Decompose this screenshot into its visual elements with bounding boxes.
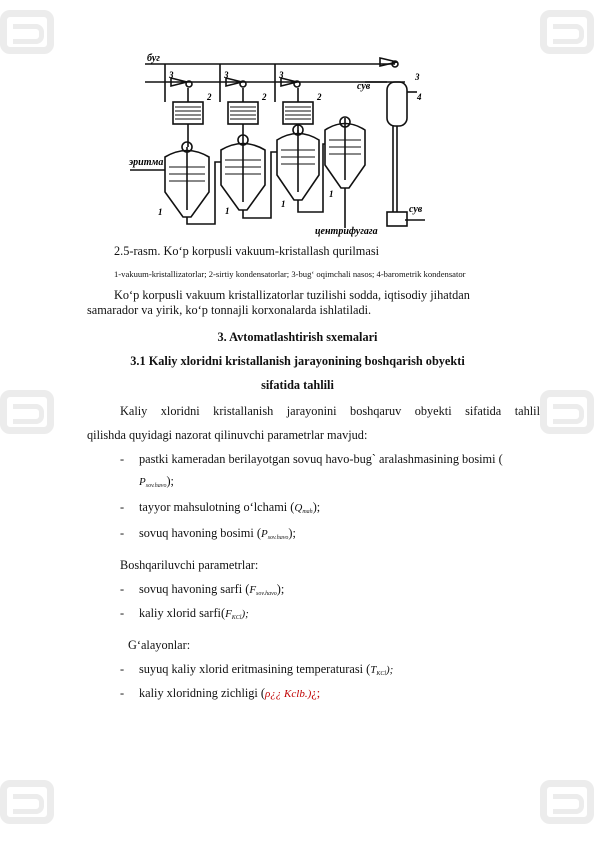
list-dash: - [120,500,125,514]
water-in-label: сув [357,81,371,92]
label-2: 2 [207,92,212,102]
figure-caption: 2.5-rasm. Ko‘p korpusli vakuum-kristallash qurilmasi [114,244,380,258]
paragraph-line-1: Kaliy xloridni kristallanish jarayonini boshqaruv obyekti sifatida tahlil [120,404,540,418]
list-dash: - [120,686,125,700]
label-3: 3 [169,70,174,80]
label-1: 1 [158,207,163,217]
list-item: sovuq havoning sarfi $(F_{sov.havo})$; [139,582,285,597]
list-dash: - [120,606,125,620]
list-dash: - [120,662,125,676]
watermark-shape [0,390,54,434]
subsection-heading-cont: sifatida tahlili [261,378,334,392]
paragraph-line-2: qilishda quyidagi nazorat qilinuvchi parametrlar mavjud: [87,428,368,442]
list-item: tayyor mahsulotning o‘lchami $(Q_{mah})$; [139,500,321,515]
list-item-cont: $P_{sov.havo}$); [139,474,174,489]
solution-label: эритма [129,157,164,168]
list-item: kaliy xloridning zichligi (ρ¿¿ Kclb.)¿; [139,686,321,700]
steam-label: буг [147,53,160,64]
intro-line-2: samarador va yirik, ko‘p tonnajli korxonalarda ishlatiladi. [87,303,372,317]
list-dash: - [120,526,125,540]
subsection-heading: 3.1 Kaliy xloridni kristallanish jarayonining boshqarish obyekti [130,354,465,368]
label-3: 3 [279,70,284,80]
label-2: 2 [262,92,267,102]
label-1: 1 [281,199,286,209]
label-4: 4 [417,92,422,102]
list-item: suyuq kaliy xlorid eritmasining temperaturasi $(T_{KCl})$; [139,662,394,677]
watermark-shape [540,780,594,824]
label-3: 3 [415,72,420,82]
list-item: kaliy xlorid $sarfi(F_{KCl})$; [139,606,249,621]
list-dash: - [120,582,125,596]
control-params-heading: Boshqariluvchi parametrlar: [120,558,259,572]
list-item: pastki kameradan berilayotgan sovuq havo-bug` aralashmasining bosimi ( [139,452,503,466]
intro-line-1: Ko‘p korpusli vakuum kristallizatorlar tuzilishi sodda, iqtisodiy jihatdan [114,288,470,302]
section-heading: 3. Avtomatlashtirish sxemalari [217,330,378,344]
list-dash: - [120,452,125,466]
crystallization-diagram [125,52,430,238]
label-3: 3 [224,70,229,80]
label-2: 2 [317,92,322,102]
watermark-shape [540,10,594,54]
centrifuge-label: центрифугага [315,226,378,237]
watermark-shape [0,780,54,824]
list-item: sovuq havoning bosimi $(P_{sov.havo})$; [139,526,296,541]
disturbances-heading: G‘alayonlar: [128,638,191,652]
figure-legend: 1-vakuum-kristallizatorlar; 2-sirtiy kondensatorlar; 3-bug‘ oqimchali nasos; 4-barometrik kondensator [114,269,466,279]
watermark-shape [540,390,594,434]
label-1: 1 [329,189,334,199]
watermark-shape [0,10,54,54]
water-out-label: сув [409,204,423,215]
label-1: 1 [225,206,230,216]
